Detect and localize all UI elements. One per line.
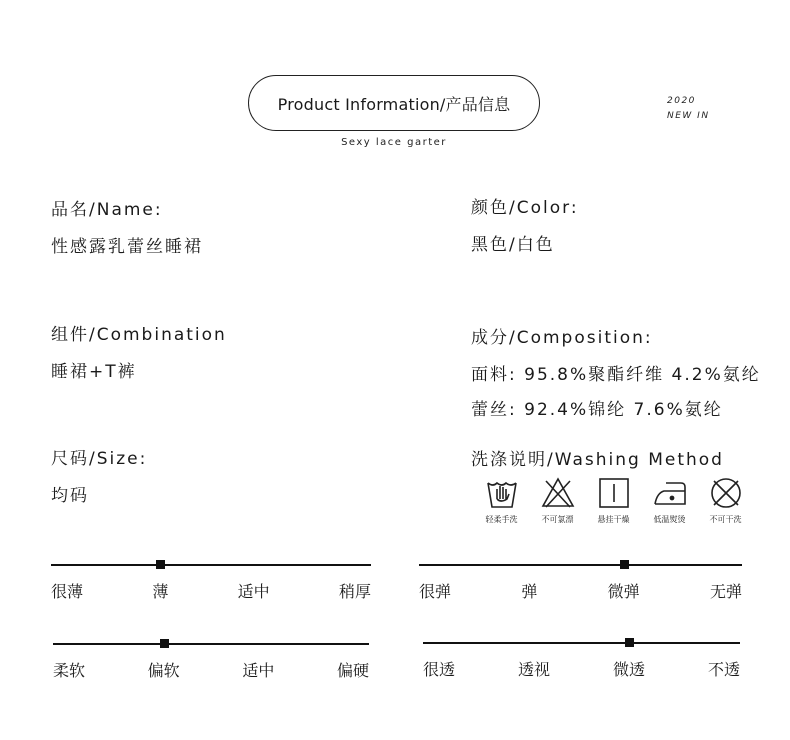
scale-label: 微透 <box>612 660 645 679</box>
name-label: 品名/Name: <box>51 200 163 220</box>
composition-field <box>471 323 761 420</box>
badge-year: 2020 <box>667 96 696 106</box>
scale-labels <box>419 579 742 602</box>
color-field <box>471 193 579 255</box>
low-iron-caption: 低温熨烫 <box>653 515 686 524</box>
scale-label: 偏硬 <box>336 661 369 680</box>
scale-label: 薄 <box>152 582 169 601</box>
new-in-badge <box>667 94 710 124</box>
scale-labels <box>51 579 371 602</box>
hang-dry-item <box>590 475 637 525</box>
scale-marker <box>156 560 165 569</box>
scale-marker <box>160 639 169 648</box>
scale-line <box>53 643 369 645</box>
no-bleach-item <box>534 475 581 525</box>
no-dry-clean-icon <box>708 475 744 511</box>
title-text: Product Information/产品信息 <box>277 94 511 114</box>
product-subtitle: Sexy lace garter <box>341 137 447 148</box>
scale-label: 稍厚 <box>338 582 371 601</box>
scale-label: 很透 <box>423 660 456 679</box>
size-field <box>51 444 147 506</box>
washing-icons <box>478 475 749 525</box>
no-dry-clean-caption: 不可干洗 <box>709 515 742 524</box>
scale-label: 适中 <box>242 661 275 680</box>
low-iron-item <box>646 475 693 525</box>
scale-line <box>419 564 742 566</box>
hand-wash-item <box>478 475 525 525</box>
scale-marker <box>620 560 629 569</box>
scale-label: 很薄 <box>51 582 84 601</box>
scale-labels <box>53 658 369 681</box>
color-label: 颜色/Color: <box>471 198 579 218</box>
scale-label: 透视 <box>517 660 550 679</box>
scale-label: 不透 <box>707 660 740 679</box>
scale-label: 弹 <box>521 582 538 601</box>
hand-wash-icon <box>484 475 520 511</box>
scale-marker <box>625 638 634 647</box>
no-dry-clean-item <box>702 475 749 525</box>
scale-labels <box>423 657 740 680</box>
scale-label: 柔软 <box>53 661 86 680</box>
washing-field <box>471 445 724 470</box>
badge-text: NEW IN <box>667 111 710 121</box>
scale-line <box>51 564 371 566</box>
washing-label: 洗涤说明/Washing Method <box>471 450 724 470</box>
scale-label: 适中 <box>237 582 270 601</box>
color-value: 黑色/白色 <box>471 235 555 255</box>
combination-value: 睡裙+T裤 <box>51 362 137 382</box>
product-info-title <box>248 75 540 131</box>
no-bleach-icon <box>540 475 576 511</box>
composition-label: 成分/Composition: <box>471 328 653 348</box>
hang-dry-caption: 悬挂干燥 <box>597 515 630 524</box>
scale-label: 很弹 <box>419 582 452 601</box>
hand-wash-caption: 轻柔手洗 <box>485 515 518 524</box>
scale-label: 偏软 <box>147 661 180 680</box>
low-iron-icon <box>652 475 688 511</box>
combination-field <box>51 320 227 382</box>
size-label: 尺码/Size: <box>51 449 148 469</box>
size-value: 均码 <box>51 486 89 506</box>
scale-line <box>423 642 740 644</box>
composition-fabric: 面料: 95.8%聚酯纤维 4.2%氨纶 <box>471 365 761 385</box>
scale-label: 无弹 <box>709 582 742 601</box>
name-value: 性感露乳蕾丝睡裙 <box>51 237 203 257</box>
scale-label: 微弹 <box>607 582 640 601</box>
combination-label: 组件/Combination <box>51 325 227 345</box>
name-field <box>51 195 203 257</box>
no-bleach-caption: 不可氯漂 <box>541 515 574 524</box>
composition-lace: 蕾丝: 92.4%锦纶 7.6%氨纶 <box>471 400 723 420</box>
hang-dry-icon <box>596 475 632 511</box>
